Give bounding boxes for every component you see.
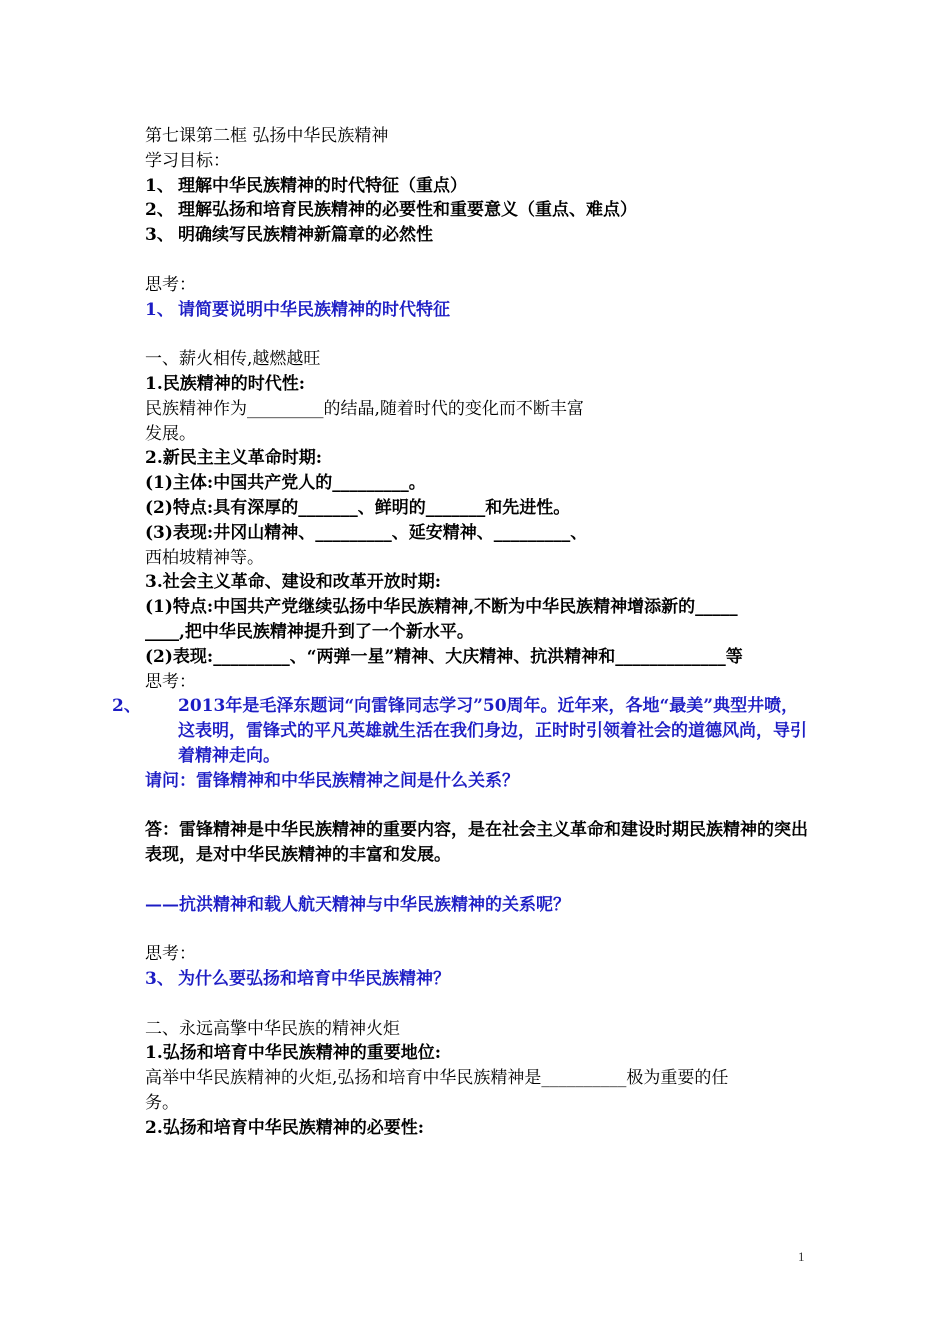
fill-blank-line: 务。 (145, 1093, 179, 1114)
subsection-1-2-title: 2.新民主主义革命时期: (145, 448, 323, 469)
think-question-2: 2、 2013年是毛泽东题词“向雷锋同志学习”50周年。近年来，各地“最美”典型井喷，这表明，雷锋式的平凡英雄就生活在我们身边，正时时引领着社会的道德风尚，导引着精神走向。 (112, 696, 807, 766)
answer-paragraph: 答：雷锋精神是中华民族精神的重要内容，是在社会主义革命和建设时期民族精神的突出表现，是对中华民族精神的丰富和发展。 (145, 820, 808, 866)
spacer (145, 868, 810, 893)
objective-item: 2、 理解弘扬和培育民族精神的必要性和重要意义（重点、难点） (145, 200, 637, 221)
fill-blank-line: 民族精神作为_________的结晶,随着时代的变化而不断丰富 (145, 398, 584, 419)
fill-blank-line: 高举中华民族精神的火炬,弘扬和培育中华民族精神是__________极为重要的任 (145, 1068, 729, 1089)
fill-blank-line: (2)特点:具有深厚的_______、鲜明的_______和先进性。 (145, 497, 571, 518)
think-label: 思考： (145, 944, 196, 965)
page-number: 1 (798, 1249, 805, 1264)
subsection-1-3-title: 3.社会主义革命、建设和改革开放时期: (145, 572, 442, 593)
objective-item: 3、 明确续写民族精神新篇章的必然性 (145, 225, 433, 246)
think-question-1: 1、 请简要说明中华民族精神的时代特征 (145, 299, 450, 320)
fill-blank-line: 发展。 (145, 423, 196, 444)
think-question-3: 3、 为什么要弘扬和培育中华民族精神？ (145, 969, 450, 990)
fill-blank-line: (3)表现:井冈山精神、_________、延安精神、_________、 (145, 522, 588, 543)
subsection-1-1-title: 1.民族精神的时代性: (145, 373, 306, 394)
fill-blank-line: (1)特点:中国共产党继续弘扬中华民族精神,不断为中华民族精神增添新的_____ (145, 597, 738, 618)
think-label: 思考： (145, 671, 196, 692)
spacer (145, 322, 810, 347)
think-label: 思考： (145, 274, 196, 295)
section-2-title: 二、永远高擎中华民族的精神火炬 (145, 1018, 400, 1039)
spacer (145, 248, 810, 273)
lesson-title: 第七课第二框 弘扬中华民族精神 (145, 126, 389, 146)
spacer (145, 918, 810, 943)
objective-item: 1、 理解中华民族精神的时代特征（重点） (145, 175, 467, 196)
section-1-title: 一、薪火相传,越燃越旺 (145, 349, 321, 370)
subsection-2-2-title: 2.弘扬和培育中华民族精神的必要性: (145, 1117, 425, 1138)
followup-question: ——抗洪精神和载人航天精神与中华民族精神的关系呢？ (145, 894, 570, 915)
spacer (145, 992, 810, 1017)
spacer (145, 794, 810, 819)
subsection-2-1-title: 1.弘扬和培育中华民族精神的重要地位: (145, 1043, 442, 1064)
fill-blank-line: ____,把中华民族精神提升到了一个新水平。 (145, 621, 474, 642)
objectives-heading: 学习目标： (145, 150, 230, 171)
page-content (112, 124, 810, 1141)
think-ask: 请问：雷锋精神和中华民族精神之间是什么关系？ (145, 770, 519, 791)
fill-blank-line: (2)表现:_________、“两弹一星”精神、大庆精神、抗洪精神和_____________等 (145, 646, 743, 667)
fill-blank-line: (1)主体:中国共产党人的_________。 (145, 473, 426, 494)
fill-blank-line: 西柏坡精神等。 (145, 547, 264, 568)
